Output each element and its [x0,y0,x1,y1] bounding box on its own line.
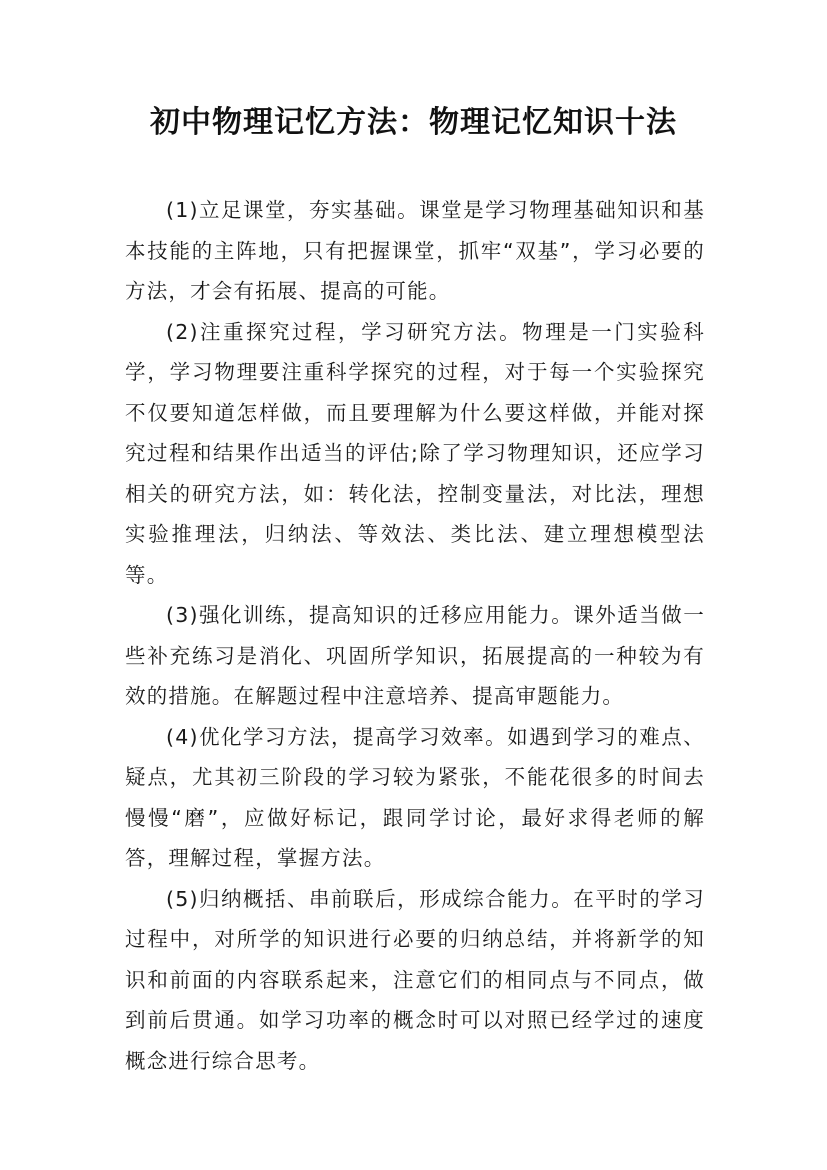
paragraph-3: (3)强化训练，提高知识的迁移应用能力。课外适当做一些补充练习是消化、巩固所学知识，拓展提高的一种较为有效的措施。在解题过程中注意培养、提高审题能力。 [125,603,705,708]
document-title: 初中物理记忆方法：物理记忆知识十法 [150,105,677,140]
paragraph-4: (4)优化学习方法，提高学习效率。如遇到学习的难点、疑点，尤其初三阶段的学习较为紧张，不能花很多的时间去慢慢“磨”，应做好标记，跟同学讨论，最好求得老师的解答，理解过程，掌握方法。 [125,724,705,870]
paragraph-1: (1)立足课堂，夯实基础。课堂是学习物理基础知识和基本技能的主阵地，只有把握课堂，抓牢“双基”，学习必要的方法，才会有拓展、提高的可能。 [125,198,705,303]
document-body [125,190,705,1081]
paragraph-2: (2)注重探究过程，学习研究方法。物理是一门实验科学，学习物理要注重科学探究的过程，对于每一个实验探究不仅要知道怎样做，而且要理解为什么要这样做，并能对探究过程和结果作出适当的评估;除了学习物理知识，还应学习相关的研究方法，如：转化法，控制变量法，对比法，理想实验推理法，归纳法、等效法、类比法、建立理想模型法等。 [125,319,705,587]
paragraph-5: (5)归纳概括、串前联后，形成综合能力。在平时的学习过程中，对所学的知识进行必要的归纳总结，并将新学的知识和前面的内容联系起来，注意它们的相同点与不同点，做到前后贯通。如学习功率的概念时可以对照已经学过的速度概念进行综合思考。 [125,886,705,1073]
